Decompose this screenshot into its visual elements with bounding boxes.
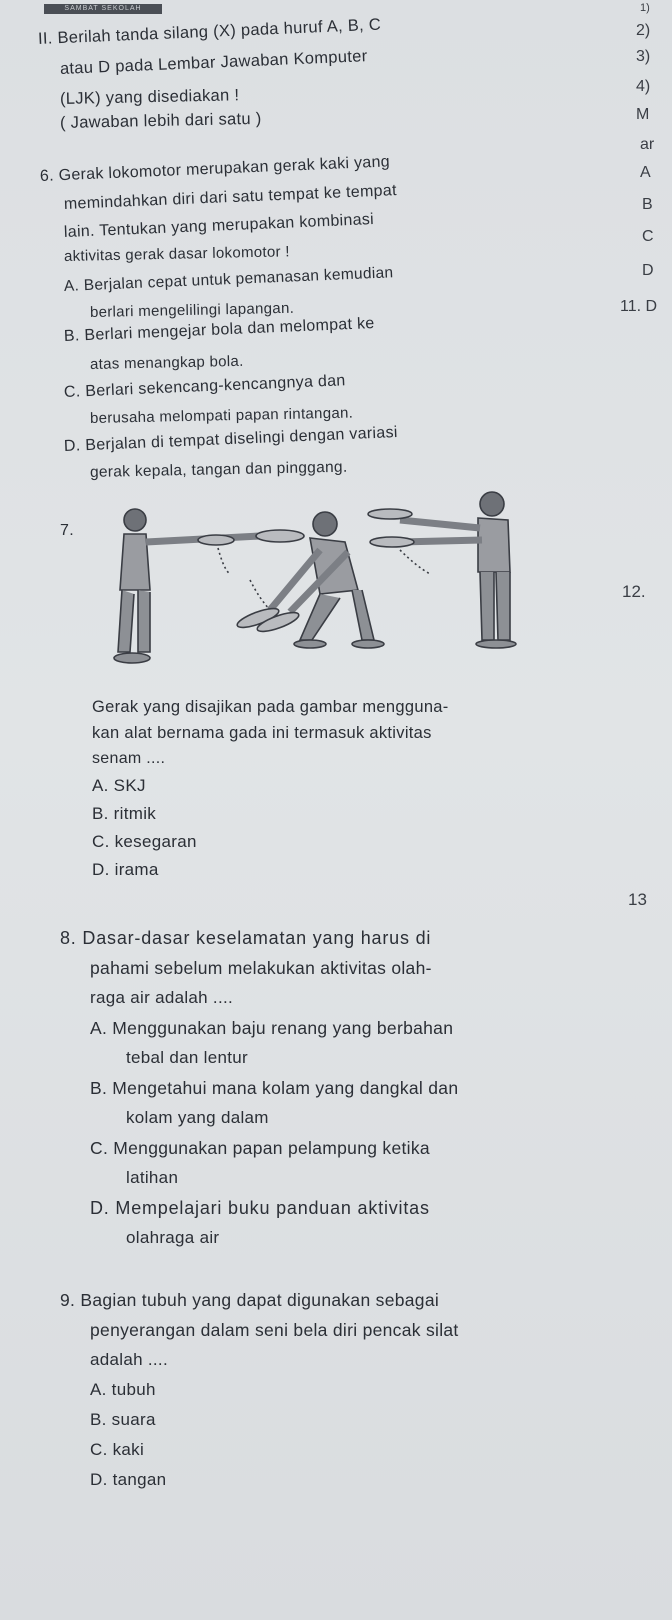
margin-fragment: 2)	[636, 22, 651, 39]
q7-stem-line: Gerak yang disajikan pada gambar mengguna-	[92, 698, 449, 716]
margin-fragment: 3)	[636, 48, 651, 65]
margin-fragment: M	[636, 106, 650, 123]
margin-fragment: 11. D	[620, 298, 658, 315]
instruction-line-3: (LJK) yang disediakan !	[59, 86, 240, 108]
q6-option-c: C. Berlari sekencang-kencangnya dan	[63, 372, 346, 401]
margin-fragment: 1)	[640, 2, 650, 14]
q9-stem-line: adalah ....	[90, 1350, 168, 1369]
q8-option-c: C. Menggunakan papan pelampung ketika	[90, 1138, 430, 1158]
header-stamp: SAMBAT SEKOLAH	[44, 4, 162, 14]
q7-option-d: D. irama	[92, 860, 159, 879]
q6-option-d-cont: gerak kepala, tangan dan pinggang.	[89, 458, 348, 481]
q7-number: 7.	[60, 522, 74, 539]
instruction-line-2: atau D pada Lembar Jawaban Komputer	[59, 47, 368, 78]
q7-option-b: B. ritmik	[92, 804, 157, 823]
q8-option-a-cont: tebal dan lentur	[126, 1048, 248, 1067]
q7-option-c: C. kesegaran	[92, 832, 197, 851]
q9-stem-line: 9. Bagian tubuh yang dapat digunakan sebagai	[60, 1290, 440, 1310]
q6-stem-line: aktivitas gerak dasar lokomotor !	[63, 243, 290, 265]
q8-stem-line: 8. Dasar-dasar keselamatan yang harus di	[60, 928, 432, 948]
margin-fragment: C	[642, 228, 654, 245]
q8-option-b-cont: kolam yang dalam	[126, 1108, 269, 1127]
q7-stem-line: senam ....	[92, 750, 166, 767]
instruction-line-1: II. Berilah tanda silang (X) pada huruf A, B, C	[37, 15, 382, 48]
instruction-line-4: ( Jawaban lebih dari satu )	[59, 109, 262, 132]
q8-option-b: B. Mengetahui mana kolam yang dangkal dan	[90, 1078, 459, 1098]
q6-stem-line: 6. Gerak lokomotor merupakan gerak kaki yang	[39, 153, 391, 185]
q6-option-c-cont: berusaha melompati papan rintangan.	[89, 404, 354, 427]
q8-option-d: D. Mempelajari buku panduan aktivitas	[90, 1198, 430, 1218]
margin-fragment: A	[640, 164, 651, 181]
q6-option-a-cont: berlari mengelilingi lapangan.	[89, 299, 295, 321]
margin-fragment: 4)	[636, 78, 651, 95]
q9-option-b: B. suara	[90, 1410, 156, 1429]
margin-fragment: 13	[628, 890, 647, 909]
q9-option-a: A. tubuh	[90, 1380, 156, 1399]
q6-stem-line: memindahkan diri dari satu tempat ke tempat	[63, 182, 398, 213]
q6-option-b-cont: atas menangkap bola.	[89, 352, 244, 373]
q8-option-c-cont: latihan	[126, 1168, 179, 1187]
q8-stem-line: pahami sebelum melakukan aktivitas olah-	[90, 958, 432, 978]
q6-stem-line: lain. Tentukan yang merupakan kombinasi	[63, 211, 375, 241]
gymnast-club-illustration	[100, 490, 540, 690]
q9-option-c: C. kaki	[90, 1440, 145, 1459]
margin-fragment: D	[642, 262, 654, 279]
q7-option-a: A. SKJ	[92, 776, 146, 795]
q8-stem-line: raga air adalah ....	[90, 988, 234, 1007]
q6-option-d: D. Berjalan di tempat diselingi dengan variasi	[63, 424, 399, 455]
q8-option-d-cont: olahraga air	[126, 1228, 220, 1247]
q8-option-a: A. Menggunakan baju renang yang berbahan	[90, 1018, 454, 1038]
q9-option-d: D. tangan	[90, 1470, 167, 1489]
margin-fragment: 12.	[622, 582, 646, 601]
q6-option-a: A. Berjalan cepat untuk pemanasan kemudian	[63, 264, 394, 295]
margin-fragment: ar	[640, 136, 655, 153]
q9-stem-line: penyerangan dalam seni bela diri pencak silat	[90, 1320, 459, 1340]
q7-stem-line: kan alat bernama gada ini termasuk aktivitas	[92, 724, 432, 742]
margin-fragment: B	[642, 196, 653, 213]
q6-option-b: B. Berlari mengejar bola dan melompat ke	[63, 314, 375, 345]
